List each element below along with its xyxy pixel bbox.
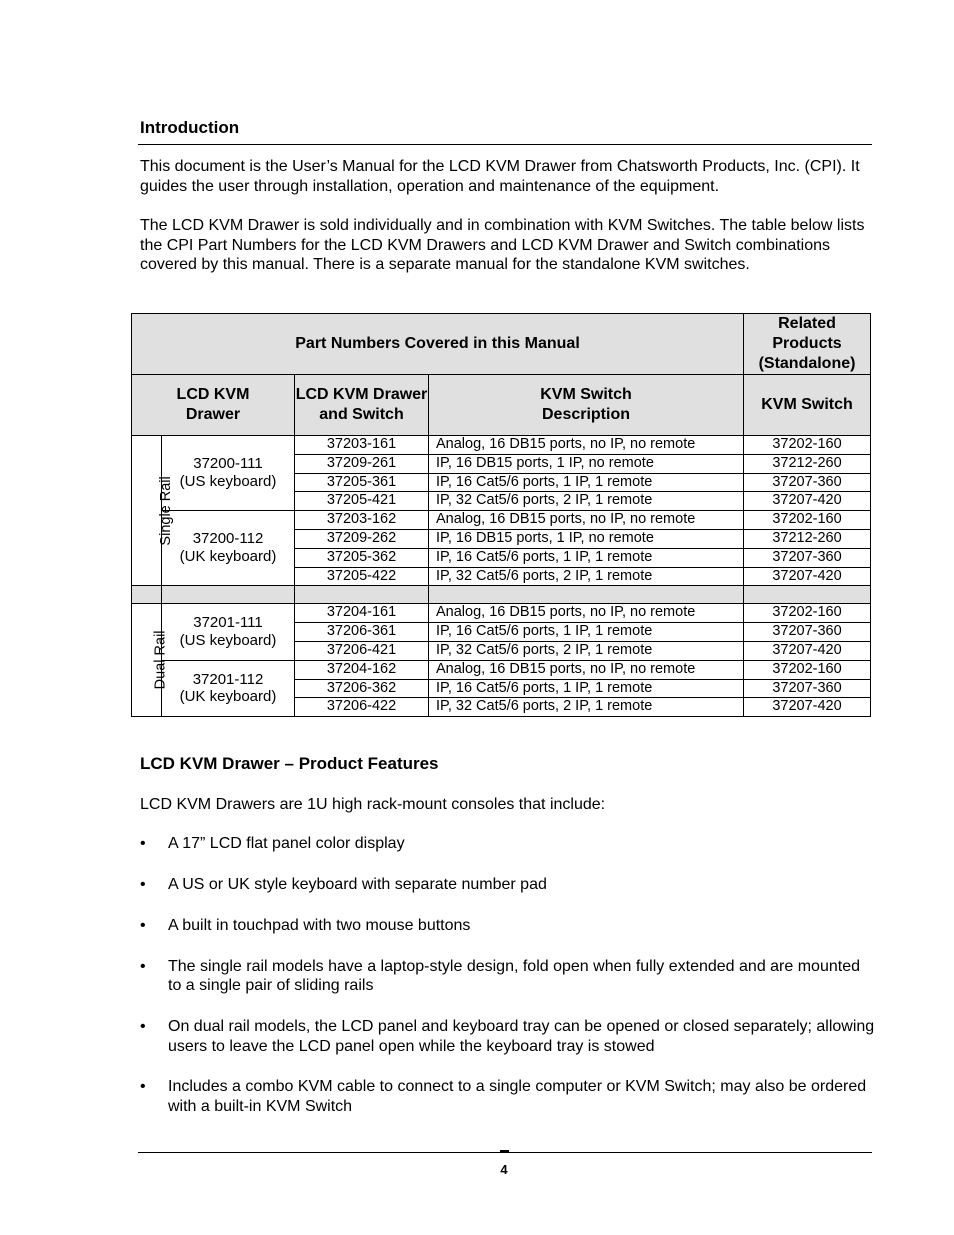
switch-description: IP, 32 Cat5/6 ports, 2 IP, 1 remote [429, 641, 744, 660]
features-list [140, 834, 875, 1116]
kvm-switch-part-number: 37202-160 [744, 436, 871, 455]
kvm-switch-part-number: 37212-260 [744, 529, 871, 548]
footer-tick [500, 1150, 509, 1152]
table-row [132, 604, 871, 623]
switch-description: IP, 32 Cat5/6 ports, 2 IP, 1 remote [429, 567, 744, 586]
combo-part-number: 37209-261 [295, 454, 429, 473]
footer-rule [138, 1152, 872, 1153]
kvm-switch-part-number: 37207-360 [744, 679, 871, 698]
kvm-switch-part-number: 37207-360 [744, 623, 871, 642]
header-switch-description-label: KVM Switch Description [540, 386, 632, 423]
kvm-switch-part-number: 37207-420 [744, 698, 871, 717]
combo-part-number: 37204-162 [295, 660, 429, 679]
kvm-switch-part-number: 37207-360 [744, 548, 871, 567]
header-part-numbers: Part Numbers Covered in this Manual [132, 314, 744, 375]
combo-part-number: 37203-161 [295, 436, 429, 455]
kvm-switch-part-number: 37207-420 [744, 641, 871, 660]
header-lcd-kvm-drawer [132, 375, 295, 436]
bullet-icon: • [140, 1017, 146, 1035]
kvm-switch-part-number: 37207-420 [744, 567, 871, 586]
single-rail-label: Single Rail [132, 436, 162, 586]
combo-part-number: 37206-362 [295, 679, 429, 698]
dual-rail-label: Dual Rail [132, 604, 162, 717]
feature-text: On dual rail models, the LCD panel and keyboard tray can be opened or closed separately; allowing users to leave the LCD panel open while the keyboard tray is stowed [168, 1017, 875, 1055]
kvm-switch-part-number: 37207-360 [744, 473, 871, 492]
switch-description: IP, 16 Cat5/6 ports, 1 IP, 1 remote [429, 679, 744, 698]
combo-part-number: 37206-421 [295, 641, 429, 660]
model-cell: 37200-111 (US keyboard) [162, 436, 295, 511]
kvm-switch-part-number: 37202-160 [744, 660, 871, 679]
switch-description: Analog, 16 DB15 ports, no IP, no remote [429, 660, 744, 679]
header-related-products: Related Products (Standalone) [744, 314, 871, 375]
combo-part-number: 37205-422 [295, 567, 429, 586]
feature-text: A built in touchpad with two mouse buttons [168, 917, 471, 935]
features-heading: LCD KVM Drawer – Product Features [140, 754, 439, 773]
combo-part-number: 37205-361 [295, 473, 429, 492]
combo-part-number: 37209-262 [295, 529, 429, 548]
model-cell: 37201-111 (US keyboard) [162, 604, 295, 660]
kvm-switch-part-number: 37212-260 [744, 454, 871, 473]
list-item [140, 1017, 875, 1056]
model-cell: 37200-112 (UK keyboard) [162, 511, 295, 586]
bullet-icon: • [140, 876, 146, 894]
switch-description: IP, 16 DB15 ports, 1 IP, no remote [429, 529, 744, 548]
switch-description: IP, 16 Cat5/6 ports, 1 IP, 1 remote [429, 548, 744, 567]
switch-description: Analog, 16 DB15 ports, no IP, no remote [429, 436, 744, 455]
table-row [132, 436, 871, 455]
bullet-icon: • [140, 957, 146, 975]
combo-part-number: 37206-422 [295, 698, 429, 717]
features-intro: LCD KVM Drawers are 1U high rack-mount consoles that include: [140, 796, 606, 813]
header-kvm-switch: KVM Switch [744, 375, 871, 436]
switch-description: IP, 16 Cat5/6 ports, 1 IP, 1 remote [429, 623, 744, 642]
part-numbers-table [131, 313, 871, 717]
intro-paragraph-2: The LCD KVM Drawer is sold individually and in combination with KVM Switches. The table below lists the CPI Part Numbers for the LCD KVM Drawers and LCD KVM Drawer and Switch combinations covered by this manual. There is a separate manual for the standalone KVM switches. [140, 217, 865, 274]
heading-rule [138, 144, 872, 145]
bullet-icon: • [140, 835, 146, 852]
table-row [132, 660, 871, 679]
combo-part-number: 37204-161 [295, 604, 429, 623]
intro-paragraph-1: This document is the User’s Manual for the LCD KVM Drawer from Chatsworth Products, Inc. (CPI). It guides the user through installation, operation and maintenance of the equipment. [140, 158, 860, 195]
combo-part-number: 37206-361 [295, 623, 429, 642]
separator-row [132, 586, 871, 604]
switch-description: IP, 32 Cat5/6 ports, 2 IP, 1 remote [429, 492, 744, 511]
combo-part-number: 37205-362 [295, 548, 429, 567]
feature-text: A US or UK style keyboard with separate number pad [168, 876, 547, 894]
model-cell: 37201-112 (UK keyboard) [162, 660, 295, 716]
switch-description: IP, 16 DB15 ports, 1 IP, no remote [429, 454, 744, 473]
list-item [140, 1077, 875, 1116]
table-row [132, 511, 871, 530]
introduction-heading: Introduction [140, 118, 240, 137]
kvm-switch-part-number: 37207-420 [744, 492, 871, 511]
list-item [140, 916, 875, 936]
list-item [140, 834, 875, 854]
bullet-icon: • [140, 1078, 146, 1096]
header-lcd-kvm-drawer-label: LCD KVM Drawer [176, 386, 250, 423]
switch-description: Analog, 16 DB15 ports, no IP, no remote [429, 511, 744, 530]
feature-text: Includes a combo KVM cable to connect to a single computer or KVM Switch; may also be ordered with a built-in KVM Switch [168, 1078, 867, 1115]
switch-description: IP, 32 Cat5/6 ports, 2 IP, 1 remote [429, 698, 744, 717]
list-item [140, 957, 875, 996]
kvm-switch-part-number: 37202-160 [744, 604, 871, 623]
combo-part-number: 37205-421 [295, 492, 429, 511]
header-switch-description [429, 375, 744, 436]
switch-description: Analog, 16 DB15 ports, no IP, no remote [429, 604, 744, 623]
kvm-switch-part-number: 37202-160 [744, 511, 871, 530]
page-number: 4 [500, 1162, 508, 1177]
list-item [140, 875, 875, 895]
switch-description: IP, 16 Cat5/6 ports, 1 IP, 1 remote [429, 473, 744, 492]
feature-text: A 17” LCD flat panel color display [168, 835, 405, 852]
combo-part-number: 37203-162 [295, 511, 429, 530]
feature-text: The single rail models have a laptop-style design, fold open when fully extended and are mounted to a single pair of sliding rails [168, 957, 860, 995]
header-drawer-and-switch: LCD KVM Drawer and Switch [295, 375, 429, 436]
bullet-icon: • [140, 917, 146, 935]
